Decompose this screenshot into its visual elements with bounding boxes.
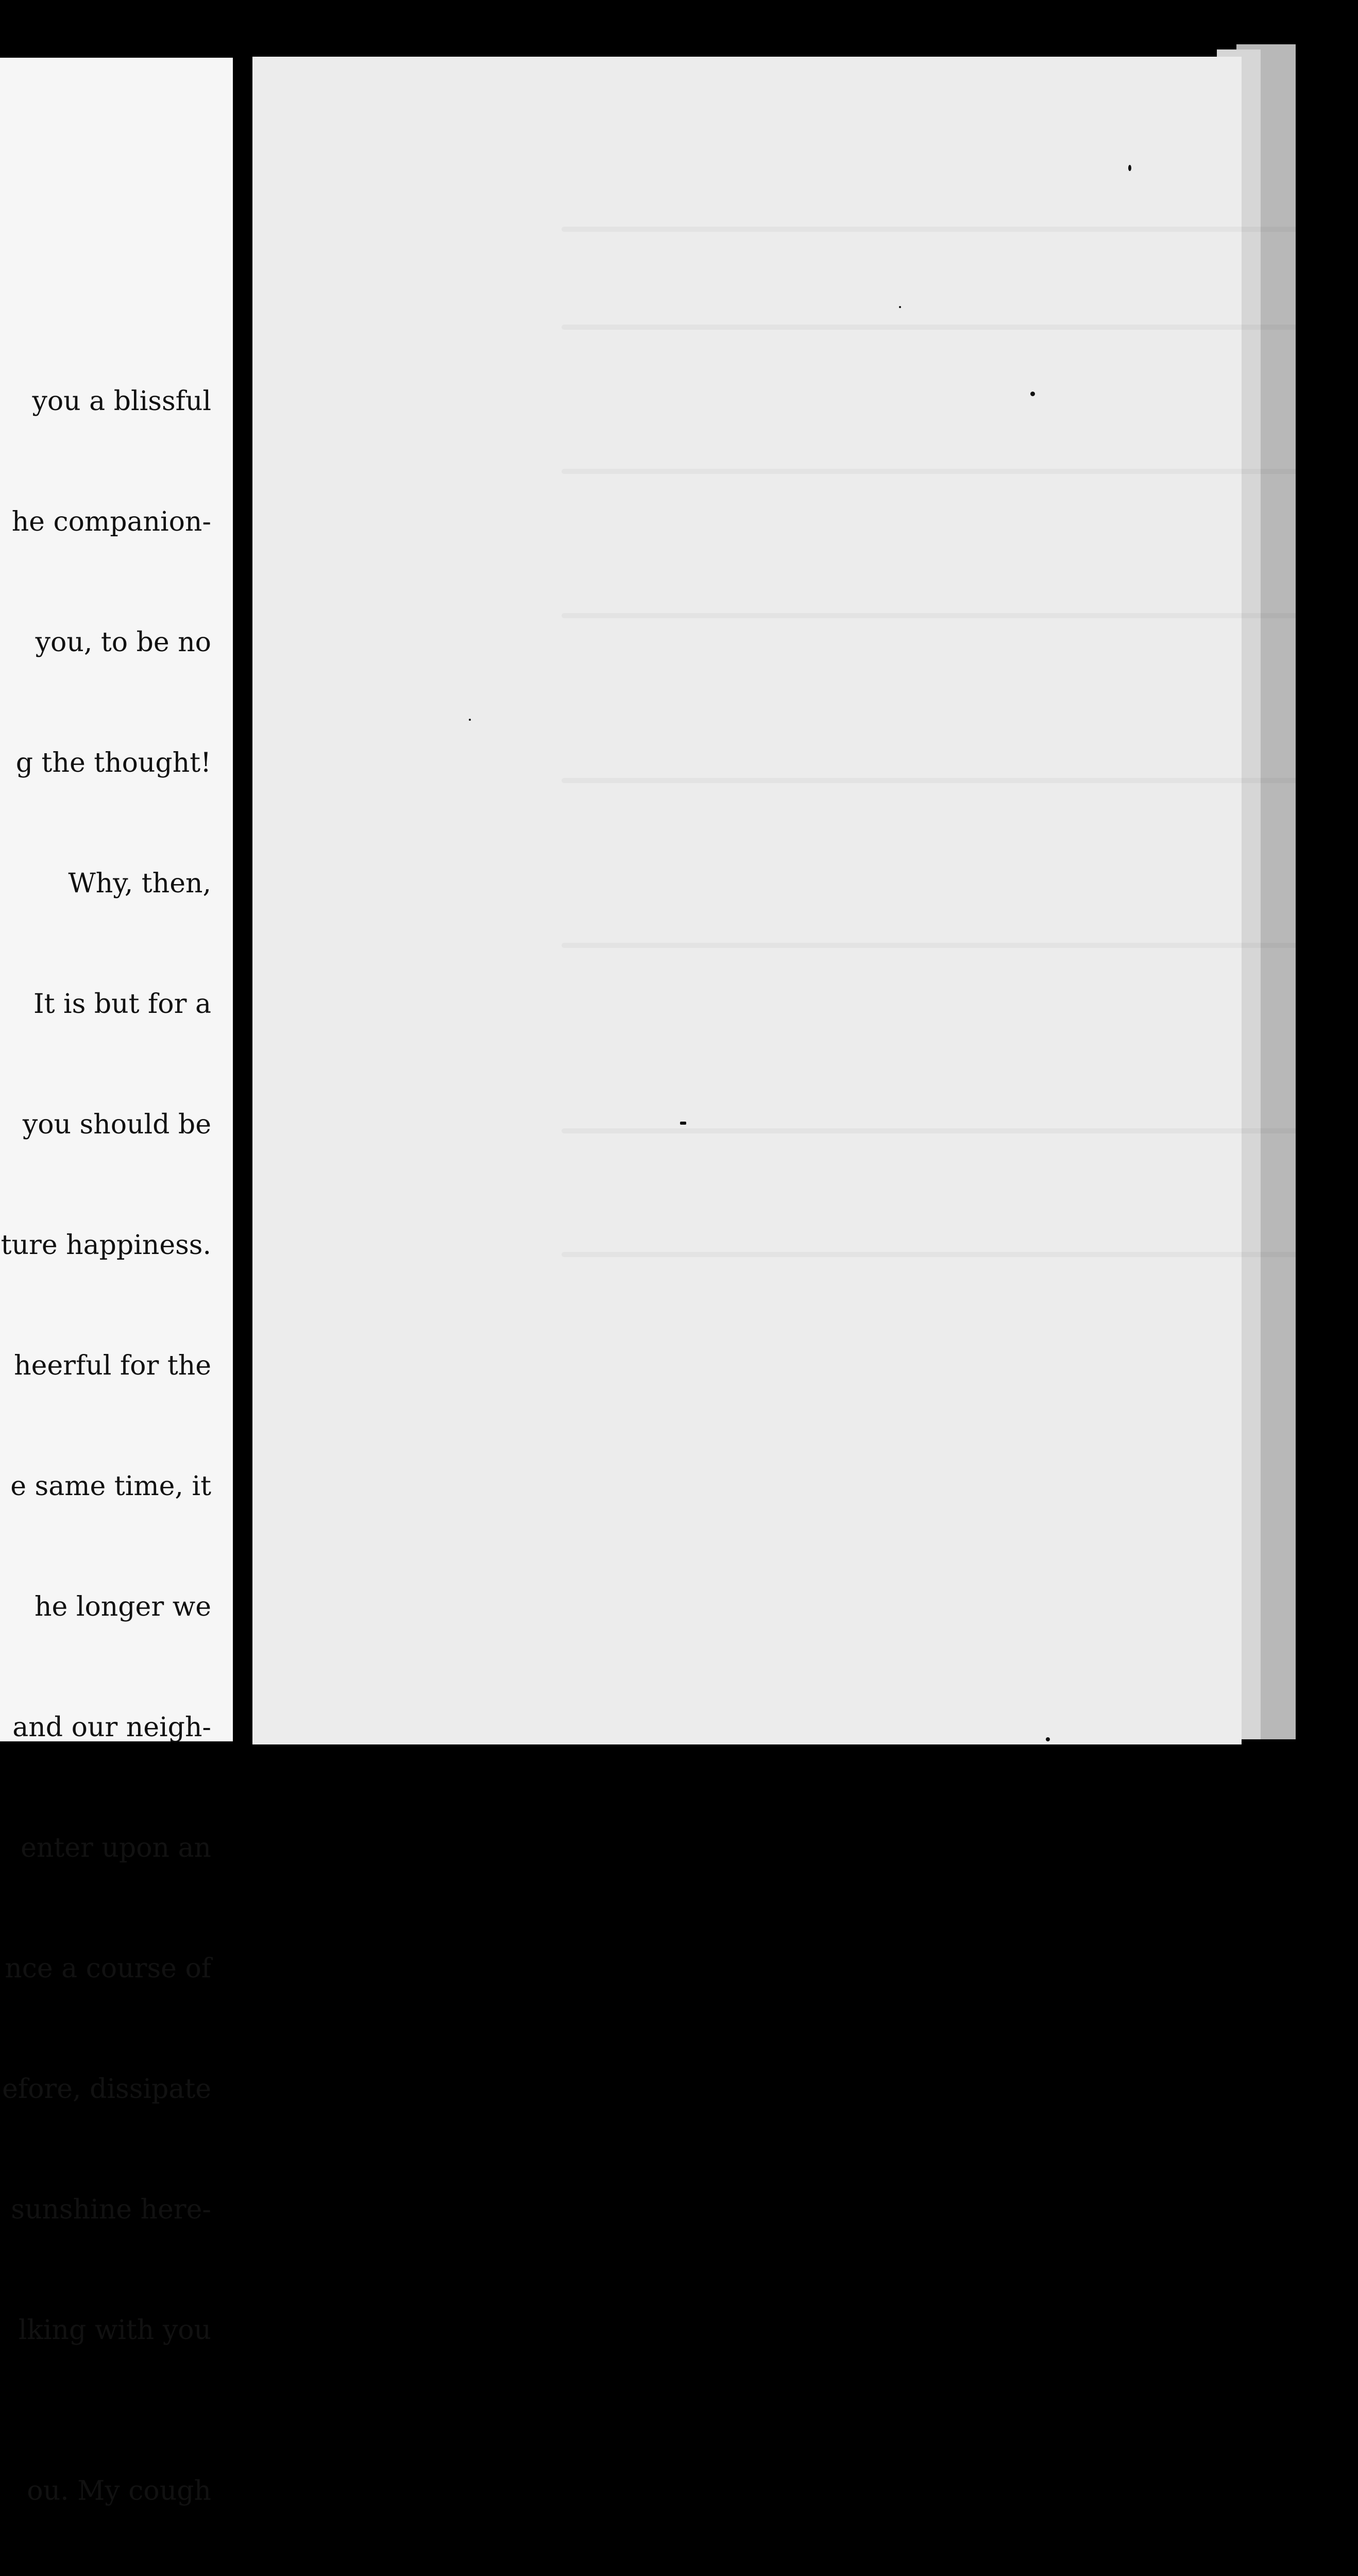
ink-speck (1030, 392, 1035, 396)
left-book-page (0, 58, 233, 2506)
ink-speck (469, 719, 471, 721)
text-line: you, to be no (35, 627, 211, 658)
bleed-through-line (562, 227, 1334, 232)
text-line: ture happiness. (1, 1230, 211, 1261)
text-line: e same time, it (10, 1471, 211, 1502)
bleed-through-line (562, 1252, 1334, 1257)
text-line: nce a course of (5, 1953, 211, 1984)
left-page-text (0, 301, 211, 2576)
bleed-through-line (562, 1128, 1334, 1133)
ink-speck (1128, 165, 1131, 171)
ink-speck (1046, 1737, 1050, 1741)
text-line: sunshine here- (11, 2194, 211, 2225)
text-line: you should be (22, 1109, 211, 1140)
text-line: Why, then, (68, 868, 211, 899)
text-line: ou. My cough (27, 2476, 211, 2506)
text-line: heerful for the (14, 1350, 211, 1381)
text-line: g the thought! (15, 748, 211, 778)
text-line: efore, dissipate (2, 2074, 211, 2105)
text-line: he companion- (11, 506, 211, 537)
bleed-through-line (562, 613, 1334, 618)
right-blank-page (252, 57, 1242, 1744)
ink-speck (680, 1122, 686, 1125)
bleed-through-line (562, 943, 1334, 948)
bleed-through-line (562, 778, 1334, 783)
text-line: It is but for a (33, 989, 211, 1020)
text-line: and our neigh- (12, 1712, 211, 1743)
ink-speck (899, 306, 901, 308)
text-line: you a blissful (32, 386, 211, 417)
bleed-through-line (562, 469, 1334, 474)
bleed-through-line (562, 325, 1334, 330)
text-line: lking with you (18, 2315, 211, 2346)
text-line: enter upon an (21, 1833, 211, 1863)
text-line: he longer we (35, 1591, 211, 1622)
